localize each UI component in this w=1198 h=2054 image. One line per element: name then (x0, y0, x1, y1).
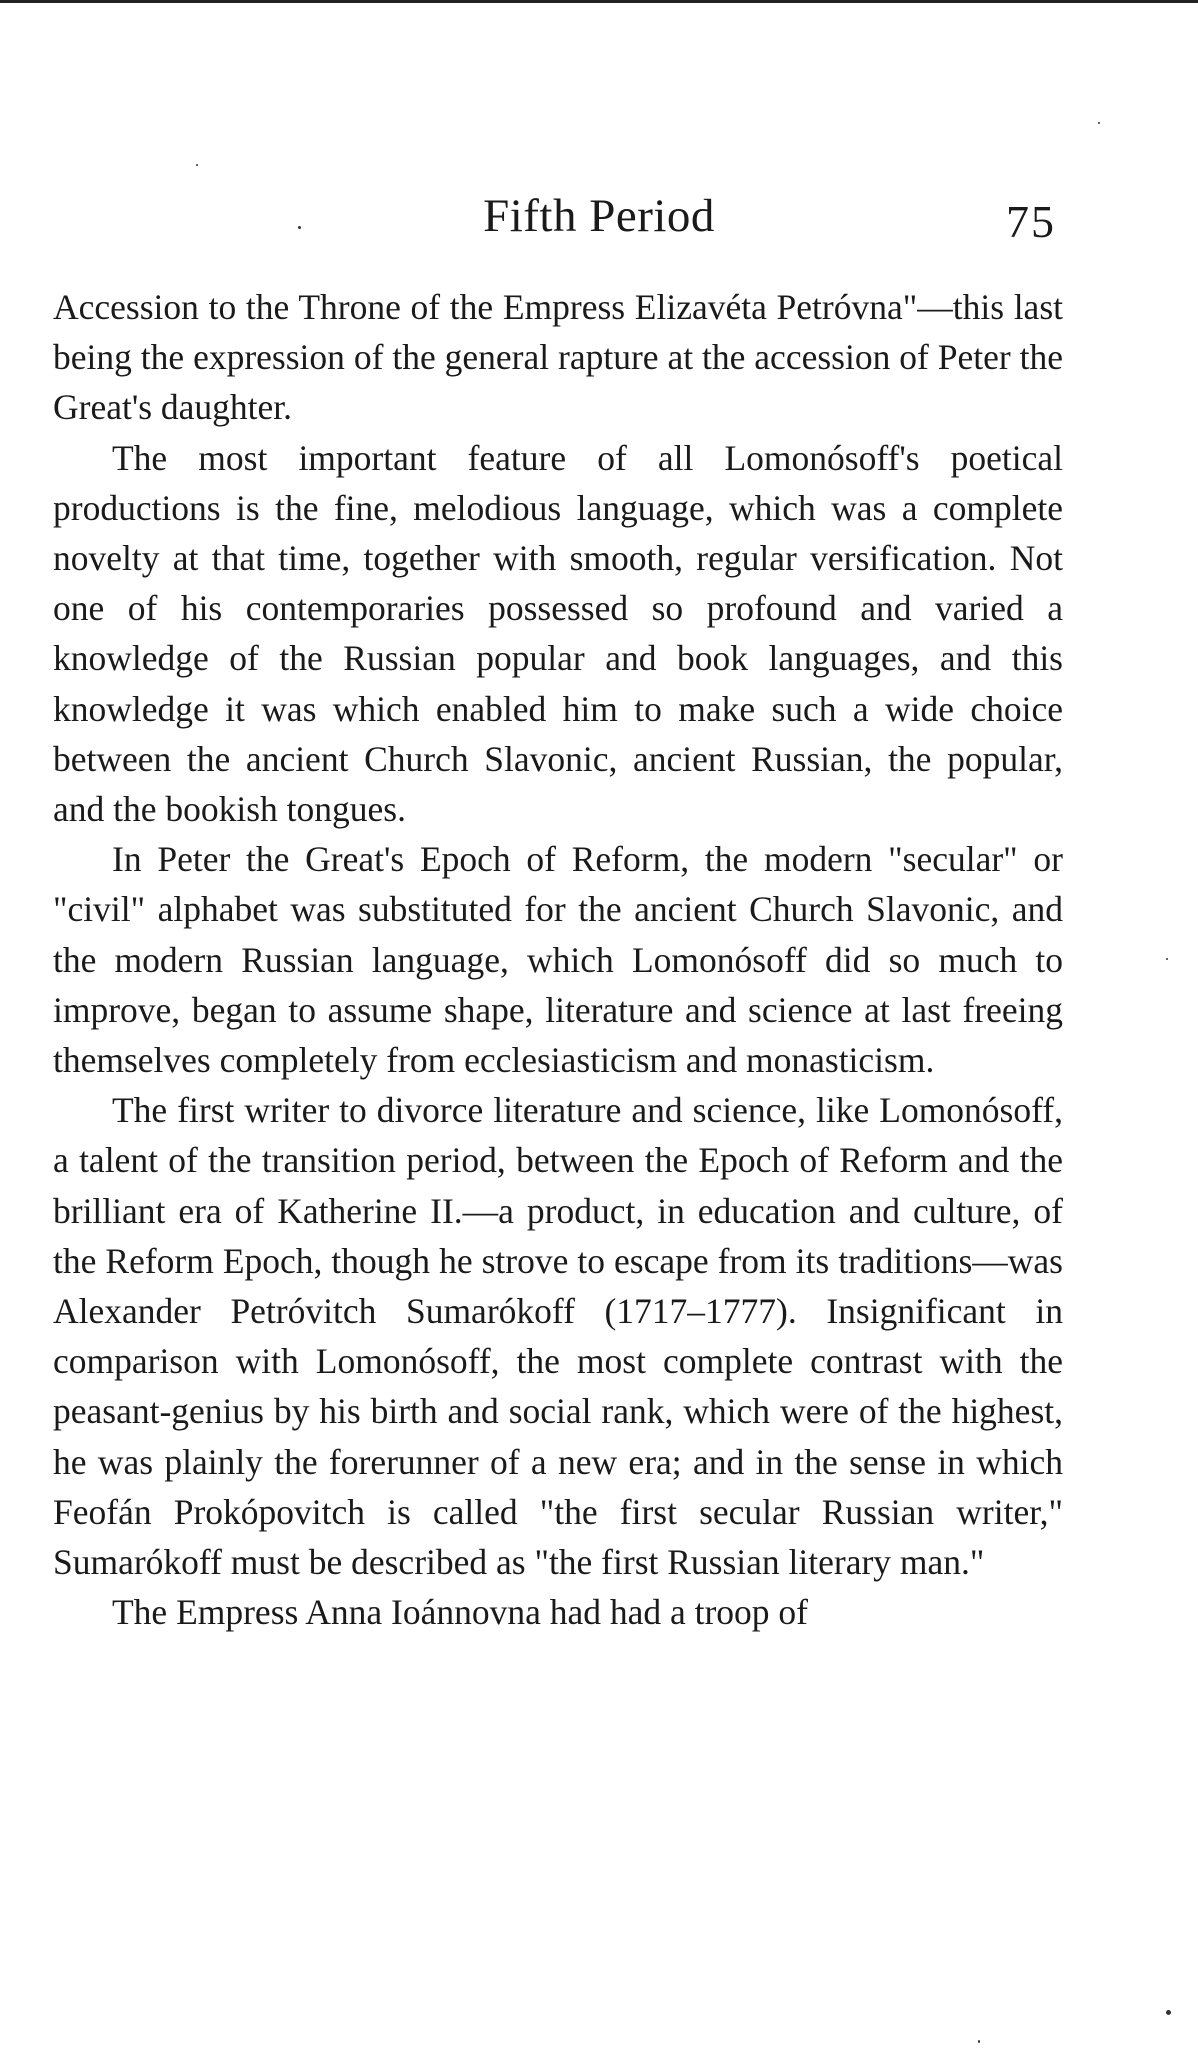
speck (1166, 958, 1168, 960)
speck (1166, 2010, 1171, 2015)
speck (196, 164, 198, 166)
paragraph: Accession to the Throne of the Empress Elizavéta Petróvna"—this last being the expression of the general rapture at the accession of Peter the Great's daughter. (53, 287, 1063, 428)
speck (1098, 122, 1100, 124)
running-head (0, 186, 1198, 246)
paragraph: The first writer to divorce literature and science, like Lomonósoff, a talent of the transition period, between the Epoch of Reform and the brilliant era of Katherine II.—a product, in education and culture, of the Reform Epoch, though he strove to escape from its traditions—was Alexander Petróvitch Sumarókoff (1717–1777). Insignificant in comparison with Lomonósoff, the most complete contrast with the peasant-genius by his birth and social rank, which were of the highest, he was plainly the forerunner of a new era; and in the sense in which Feofán Prokópovitch is called "the first secular Russian writer," Sumarókoff must be described as "the first Russian literary man." (53, 1090, 1063, 1583)
paragraph: In Peter the Great's Epoch of Reform, the modern "secular" or "civil" alphabet was substituted for the ancient Church Slavonic, and the modern Russian language, which Lomonósoff did so much to improve, began to assume shape, literature and science at last freeing themselves completely from ecclesiasticism and monasticism. (53, 839, 1063, 1081)
top-edge-rule (0, 0, 1198, 3)
running-head-title: Fifth Period (483, 190, 715, 242)
paragraph: The most important feature of all Lomonósoff's poetical productions is the fine, melodious language, which was a complete novelty at that time, together with smooth, regular versification. Not one of his contemporaries possessed so profound and varied a knowledge of the Russian popular and book languages, and this knowledge it was which enabled him to make such a wide choice between the ancient Church Slavonic, ancient Russian, the popular, and the bookish tongues. (53, 437, 1063, 830)
speck (978, 2040, 980, 2043)
paragraph: The Empress Anna Ioánnovna had had a troop of (112, 1592, 808, 1633)
body-text (53, 282, 1063, 1637)
page-number: 75 (1006, 196, 1056, 247)
